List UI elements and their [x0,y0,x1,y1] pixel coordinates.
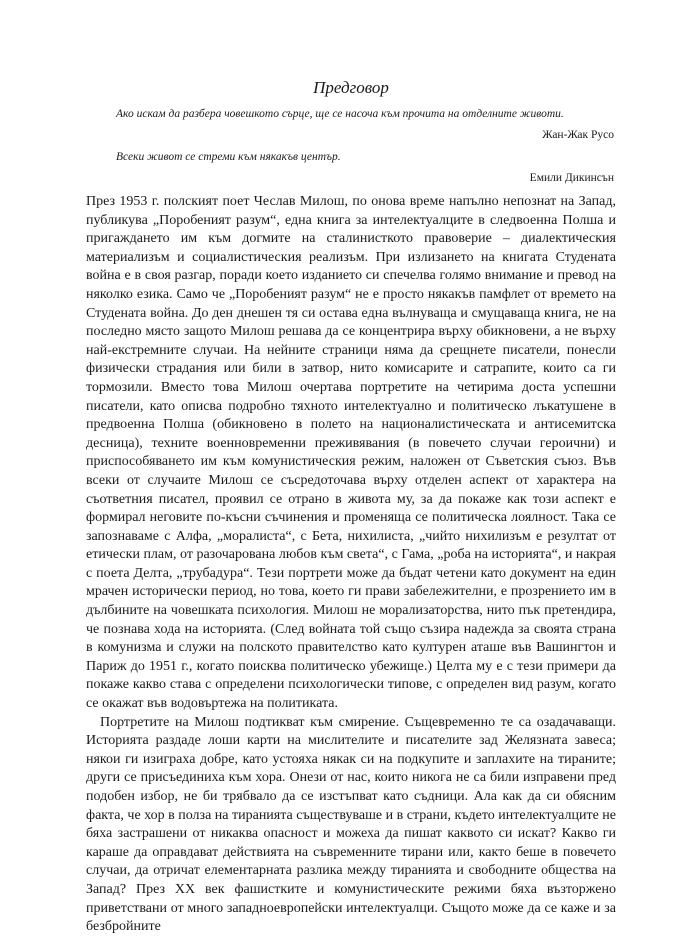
epigraph-author-2: Емили Дикинсън [529,172,614,184]
body-text [86,193,616,937]
epigraph-quote-2: Всеки живот се стреми към някакъв център. [116,151,341,163]
paragraph-1: През 1953 г. полският поет Чеслав Милош, по онова време напълно непознат на Запад, публикува „Поробеният разум“, една книга за интелектуалците в следвоенна Полша и пригаждането им към догмите на сталинисткото правоверие – диалектическия материализъм и социалистическия реализъм. При излизането на книгата Студената война е в своя разгар, поради което изданието си спечелва голямо внимание и превод на няколко езика. Само че „Поробеният разум“ не е просто някакъв памфлет от времето на Студената война. До ден днешен тя си остава една вълнуваща и смущаваща книга, не на последно място защото Милош решава да се концентрира върху обикновени, а не върху най-екстремните случаи. На нейните страници няма да срещнете писатели, понесли физически страдания или били в затвор, нито комисарите и сатрапите, които са ги тормозили. Вместо това Милош очертава портретите на четирима доста успешни писатели, като описва подробно тяхното интелектуално и политическо лъкатушене в предвоенна Полша (обикновено в полето на националистическата и антисемитска десница), техните военновременни преживявания (в повечето случаи героични) и приспособяването им към комунистическия режим, наложен от Съветския съюз. Във всеки от случаите Милош се съсредоточава върху отделен аспект от характера на съответния писател, проявил се отрано в живота му, за да покаже как този аспект е формирал неговите по-късни съчинения и променяща се политическа лоялност. Така се запознаваме с Алфа, „моралиста“, с Бета, нихилиста, „чийто нихилизъм е резултат от етически плам, от разочарована любов към света“, с Гама, „роба на историята“, и накрая с поета Делта, „трубадура“. Тези портрети може да бъдат четени като документ на един мрачен исторически период, но това, което ги прави забележителни, е прозрението им в дълбините на човешката психология. Милош не морализаторства, нито пък претендира, че познава хода на историята. (След войната той също съзира надежда за своята страна в комунизма и служи на полското правителство като културен аташе във Вашингтон и Париж до 1951 г., когато поисква политическо убежище.) Целта му е с тези примери да покаже какво става с определени психологически типове, с определен вид разум, когато се окажат във водовъртежа на политиката. [86,194,616,712]
epigraph-quote-1: Ако искам да разбера човешкото сърце, ще се насоча към прочита на отделните животи. [116,108,564,120]
page-title: Предговор [313,78,389,97]
epigraph-author-1: Жан-Жак Русо [542,129,614,141]
paragraph-2: Портретите на Милош подтикват към смирение. Същевременно те са озадачаващи. Историята раздаде лоши карти на мислителите и писателите зад Желязната завеса; някои ги изиграха добре, като устояха някак си на подкупите и заплахите на тираните; други се присъединиха към хора. Онези от нас, които никога не са били изправени пред подобен избор, не би трябвало да се изстъпват като съдници. Ала как да си обясним факта, че хор в полза на тиранията съществуваше и в страни, където интелектуалците не бяха застрашени от никаква опасност и можеха да пишат каквото си искат? Какво ги караше да оправдават действията на съвременните тирани или, както беше в повечето случаи, да отричат елементарната разлика между тиранията и свободните общества на Запад? През XX век фашистките и комунистическите режими бяха възторжено приветствани от много западноевропейски интелектуалци. Същото може да се каже и за безбройните [86,714,616,935]
